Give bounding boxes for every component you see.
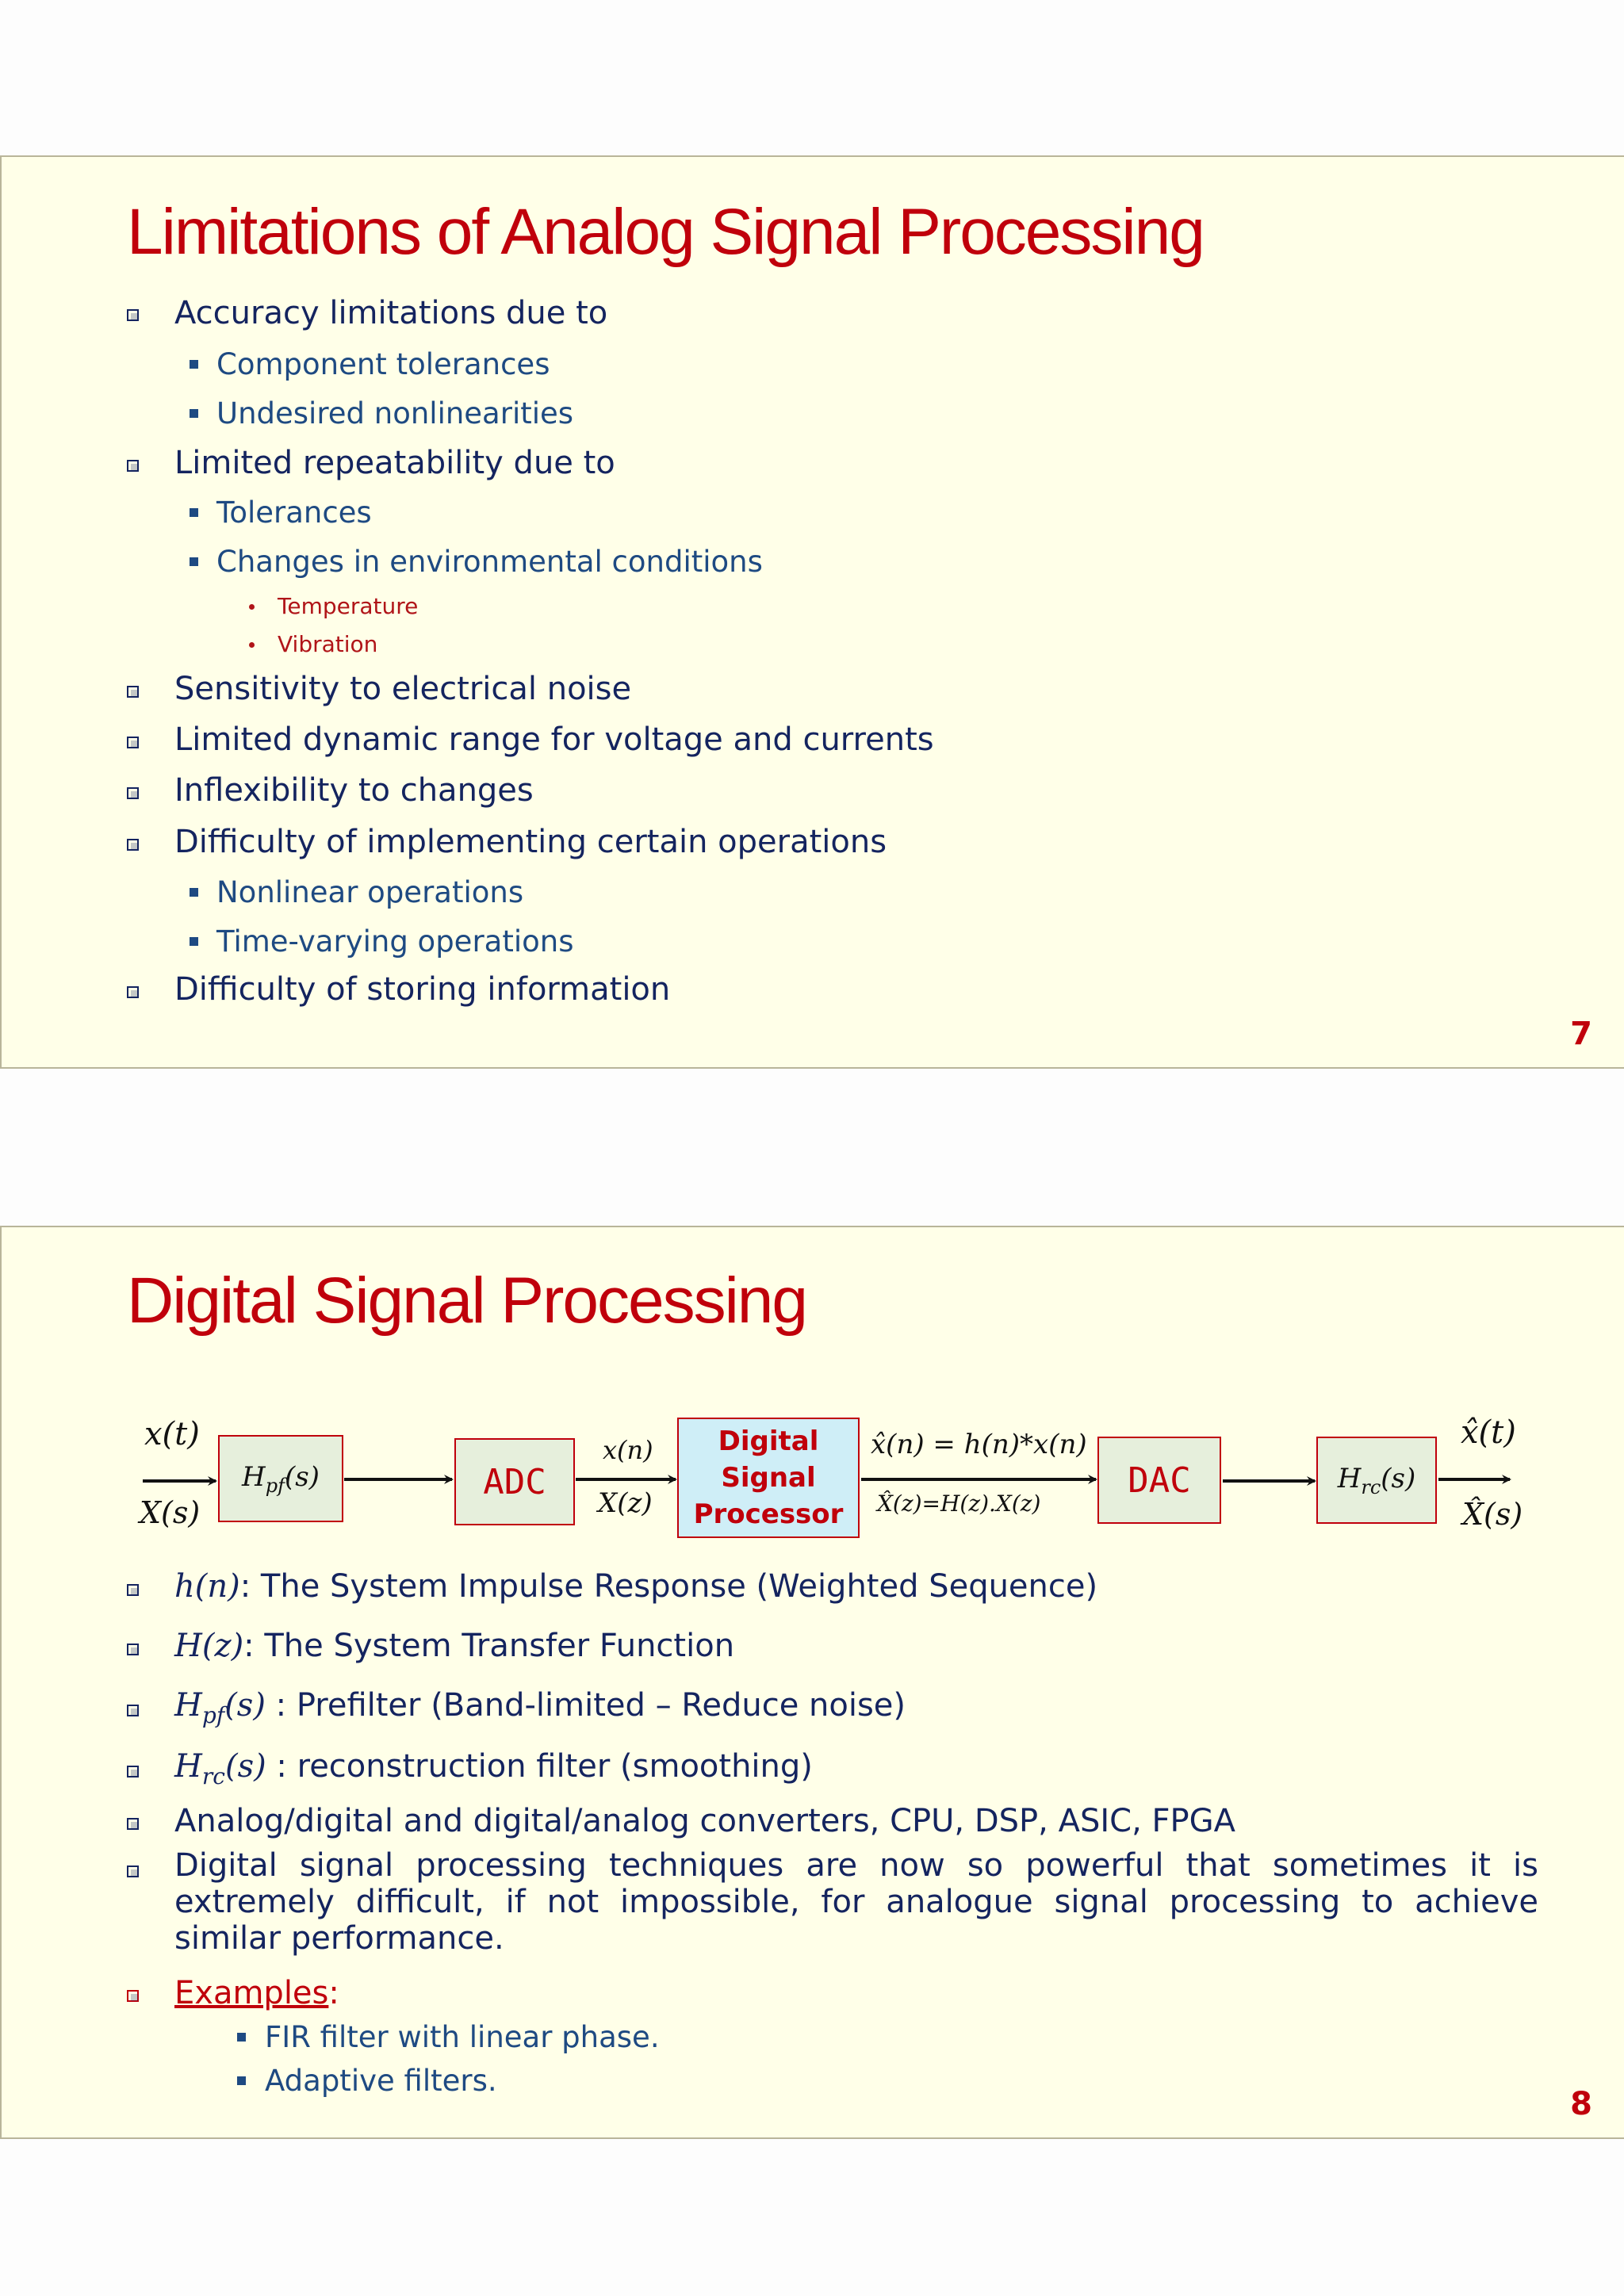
dsp-block (677, 1418, 860, 1538)
recon-arg: (s) (1381, 1462, 1416, 1494)
label-X-z: X(z) (598, 1487, 653, 1519)
examples-colon: : (328, 1975, 339, 2011)
label-x-t: x(t) (144, 1416, 200, 1452)
recon-symbol: H (1337, 1462, 1362, 1494)
bullet-nonlinear-operations: Nonlinear operations (216, 875, 524, 909)
math-h-n: h(n) (174, 1568, 240, 1605)
bullet-time-varying-operations: Time-varying operations (216, 924, 574, 959)
bullet-reconstruction-filter (174, 1748, 813, 1789)
label-X-s: X(s) (140, 1495, 201, 1530)
prefilter-arg: (s) (284, 1460, 320, 1493)
bullet-transfer-function (174, 1628, 734, 1664)
reconstruction-block (1316, 1437, 1437, 1524)
checkbox-bullet-icon (127, 1644, 139, 1655)
checkbox-bullet-icon (127, 1818, 139, 1830)
bullet-inflexibility: Inflexibility to changes (174, 772, 534, 809)
dsp-label-line2: Signal (721, 1462, 816, 1494)
label-x-n: x(n) (603, 1435, 653, 1465)
prefilter-symbol: H (242, 1460, 266, 1493)
bullet-storing-information: Difficulty of storing information (174, 971, 671, 1008)
square-bullet-icon (237, 2033, 246, 2042)
label-Xhat-s: X̂(s) (1462, 1497, 1523, 1532)
bullet-environmental-conditions: Changes in environmental conditions (216, 545, 763, 579)
bullet-text: : reconstruction filter (smoothing) (266, 1748, 813, 1785)
square-bullet-icon (190, 409, 198, 418)
dot-bullet-icon (249, 642, 255, 648)
dsp-label-line1: Digital (718, 1425, 819, 1457)
square-bullet-icon (190, 360, 198, 369)
dac-block (1097, 1437, 1221, 1524)
bullet-dsp-powerful: Digital signal processing techniques are now so powerful that sometimes it is extremely difficult, if not impossible, for analogue signal processing to achieve similar performance. (174, 1847, 1538, 1957)
bullet-prefilter (174, 1687, 906, 1728)
label-xhat-t: x̂(t) (1461, 1414, 1516, 1451)
math-H: H (174, 1687, 202, 1724)
label-output-z: X̂(z)=H(z).X(z) (877, 1490, 1041, 1517)
examples-link[interactable]: Examples (174, 1975, 329, 2011)
page-number: 7 (1570, 1016, 1592, 1052)
checkbox-bullet-icon (127, 460, 139, 472)
checkbox-bullet-icon (127, 1705, 139, 1716)
adc-label: ADC (483, 1461, 546, 1502)
checkbox-bullet-icon (127, 839, 139, 851)
slide-title: Limitations of Analog Signal Processing (127, 196, 1204, 268)
dac-label: DAC (1128, 1460, 1191, 1501)
math-H: H (174, 1748, 202, 1785)
bullet-certain-operations: Difficulty of implementing certain operations (174, 824, 887, 860)
bullet-dynamic-range: Limited dynamic range for voltage and currents (174, 721, 934, 758)
math-sub-rc: rc (201, 1763, 225, 1789)
adc-block (454, 1438, 575, 1525)
slide-title: Digital Signal Processing (127, 1265, 807, 1337)
bullet-examples (174, 1975, 339, 2011)
checkbox-bullet-icon (127, 686, 139, 698)
bullet-undesired-nonlinearities: Undesired nonlinearities (216, 396, 574, 430)
page-number: 8 (1570, 2086, 1592, 2122)
bullet-component-tolerances: Component tolerances (216, 347, 550, 381)
math-H-z: H(z) (174, 1628, 244, 1664)
bullet-text: : The System Impulse Response (Weighted Sequence) (239, 1568, 1098, 1605)
math-sub-pf: pf (201, 1702, 225, 1728)
prefilter-block (218, 1435, 343, 1522)
block-diagram (2, 1227, 1624, 1544)
checkbox-bullet-icon (127, 1866, 139, 1877)
bullet-vibration: Vibration (278, 631, 378, 657)
checkbox-bullet-icon (127, 1584, 139, 1596)
square-bullet-icon (190, 557, 198, 566)
checkbox-bullet-icon (127, 787, 139, 799)
bullet-fir-filter: FIR filter with linear phase. (265, 2020, 660, 2054)
checkbox-bullet-icon (127, 1766, 139, 1777)
bullet-converters: Analog/digital and digital/analog converters, CPU, DSP, ASIC, FPGA (174, 1803, 1235, 1839)
bullet-accuracy: Accuracy limitations due to (174, 295, 608, 331)
square-bullet-icon (190, 937, 198, 946)
bullet-repeatability: Limited repeatability due to (174, 445, 615, 481)
checkbox-bullet-icon (127, 737, 139, 748)
checkbox-bullet-icon (127, 309, 139, 321)
bullet-text: : The System Transfer Function (243, 1628, 735, 1664)
square-bullet-icon (237, 2076, 246, 2085)
slide-7 (0, 155, 1624, 1069)
bullet-tolerances: Tolerances (216, 496, 372, 530)
dot-bullet-icon (249, 604, 255, 610)
checkbox-bullet-icon (127, 1990, 139, 2002)
slide-8 (0, 1226, 1624, 2139)
label-output-n: x̂(n) = h(n)*x(n) (871, 1429, 1087, 1460)
square-bullet-icon (190, 508, 198, 517)
recon-subscript: rc (1361, 1475, 1381, 1498)
bullet-electrical-noise: Sensitivity to electrical noise (174, 671, 632, 707)
dsp-label-line3: Processor (693, 1498, 844, 1530)
bullet-adaptive-filters: Adaptive filters. (265, 2064, 497, 2098)
checkbox-bullet-icon (127, 986, 139, 998)
bullet-temperature: Temperature (278, 593, 419, 619)
math-arg: (s) (224, 1748, 266, 1785)
square-bullet-icon (190, 888, 198, 897)
bullet-impulse-response (174, 1568, 1097, 1605)
bullet-text: : Prefilter (Band-limited – Reduce noise) (265, 1687, 906, 1724)
prefilter-subscript: pf (265, 1474, 285, 1497)
math-arg: (s) (224, 1687, 266, 1724)
